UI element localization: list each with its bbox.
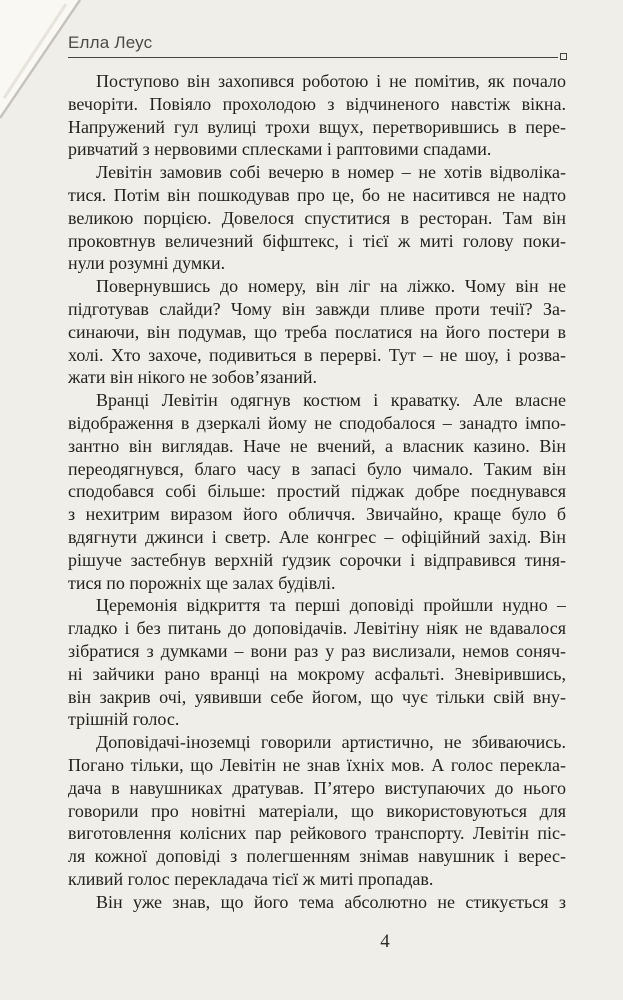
- text-line: тися по порожніх ще залах будівлі.: [68, 572, 336, 593]
- text-line: відображення в дзеркалі йому не сподобалося – занадто імпо-: [68, 412, 566, 433]
- text-line: жати він нікого не зобов’язаний.: [68, 367, 318, 388]
- text-line: вдягнути джинси і светр. Але конгрес – офіційний захід. Він: [68, 526, 566, 547]
- text-line: Доповідачі-іноземці говорили артистично, не збиваючись.: [96, 732, 566, 753]
- text-line: гладко і без питань до доповідачів. Левітіну ніяк не вдавалося: [68, 618, 566, 639]
- text-line: кливий голос перекладача тієї ж миті пропадав.: [68, 868, 434, 889]
- text-line: говорили про новітні матеріали, що використовуються для: [68, 800, 566, 821]
- text-line: нули розумні думки.: [68, 253, 226, 274]
- paragraph: [68, 275, 566, 389]
- header-rule: [68, 57, 558, 58]
- text-body: [68, 70, 566, 913]
- text-line: вечоріти. Повіяло прохолодою з відчиненого навстіж вікна.: [68, 93, 566, 114]
- text-line: трішній голос.: [68, 709, 180, 730]
- text-line: підготував слайди? Чому він завжди пливе проти течії? За-: [68, 298, 566, 319]
- text-line: Він уже знав, що його тема абсолютно не стикується з: [96, 891, 566, 912]
- paragraph: [68, 161, 566, 275]
- text-line: сподобався собі більше: простий піджак добре поєднувався: [68, 481, 566, 502]
- paragraph: [68, 731, 566, 891]
- text-line: синаючи, він подумав, що треба послатися на його постери в: [68, 321, 566, 342]
- text-line: Вранці Левітін одягнув костюм і краватку. Але власне: [96, 390, 566, 411]
- text-line: зібратися з думками – вони раз у раз вислизали, немов соняч-: [68, 640, 566, 661]
- paragraph: [68, 70, 566, 161]
- text-line: дача в навушниках дратував. П’ятеро виступаючих до нього: [68, 777, 566, 798]
- text-line: з нехитрим виразом його обличчя. Звичайно, краще було б: [68, 504, 566, 525]
- paragraph: [68, 389, 566, 594]
- text-line: зантно він виглядав. Наче не вчений, а власник казино. Він: [68, 435, 566, 456]
- text-line: Левітін замовив собі вечерю в номер – не хотів відволіка-: [96, 162, 566, 183]
- paragraph: [68, 594, 566, 731]
- text-line: Поступово він захопився роботою і не помітив, як почало: [96, 71, 566, 91]
- text-line: великою порцією. Довелося спуститися в ресторан. Там він: [68, 207, 566, 228]
- text-line: виготовлення колісних пар рейкового транспорту. Левітін піс-: [68, 823, 566, 844]
- text-line: Повернувшись до номеру, він ліг на ліжко. Чому він не: [96, 276, 566, 297]
- text-line: Напружений гул вулиці трохи вщух, перетворившись в пере-: [68, 116, 566, 137]
- text-line: проковтнув величезний біфштекс, і тієї ж миті голову поки-: [68, 230, 566, 251]
- header-rule-end-square-icon: [560, 53, 567, 60]
- text-line: Погано тільки, що Левітін не знав їхніх мов. А голос перекла-: [68, 754, 566, 775]
- text-line: ні зайчики рано вранці на мокрому асфальті. Зневірившись,: [68, 663, 566, 684]
- text-line: рішуче застебнув верхній ґудзик сорочки і відправився тиня-: [68, 549, 566, 570]
- text-line: Церемонія відкриття та перші доповіді пройшли нудно –: [96, 595, 566, 616]
- text-line: тися. Потім він пошкодував про це, бо не наситився не надто: [68, 184, 566, 205]
- text-line: холі. Хто захоче, подивиться в перерві. Тут – не шоу, і розва-: [68, 344, 566, 365]
- text-line: переодягнувся, благо часу в запасі було чимало. Таким він: [68, 458, 566, 479]
- text-line: ривчатий з нервовими сплесками і раптовими спадами.: [68, 139, 492, 160]
- text-line: він закрив очі, уявивши себе йогом, що чує тільки свій вну-: [68, 686, 566, 707]
- page-number: 4: [380, 931, 390, 952]
- text-line: ля кожної доповіді з полегшенням знімав навушник і верес-: [68, 846, 566, 867]
- paragraph: [68, 891, 566, 914]
- running-header-author: Елла Леус: [68, 33, 153, 52]
